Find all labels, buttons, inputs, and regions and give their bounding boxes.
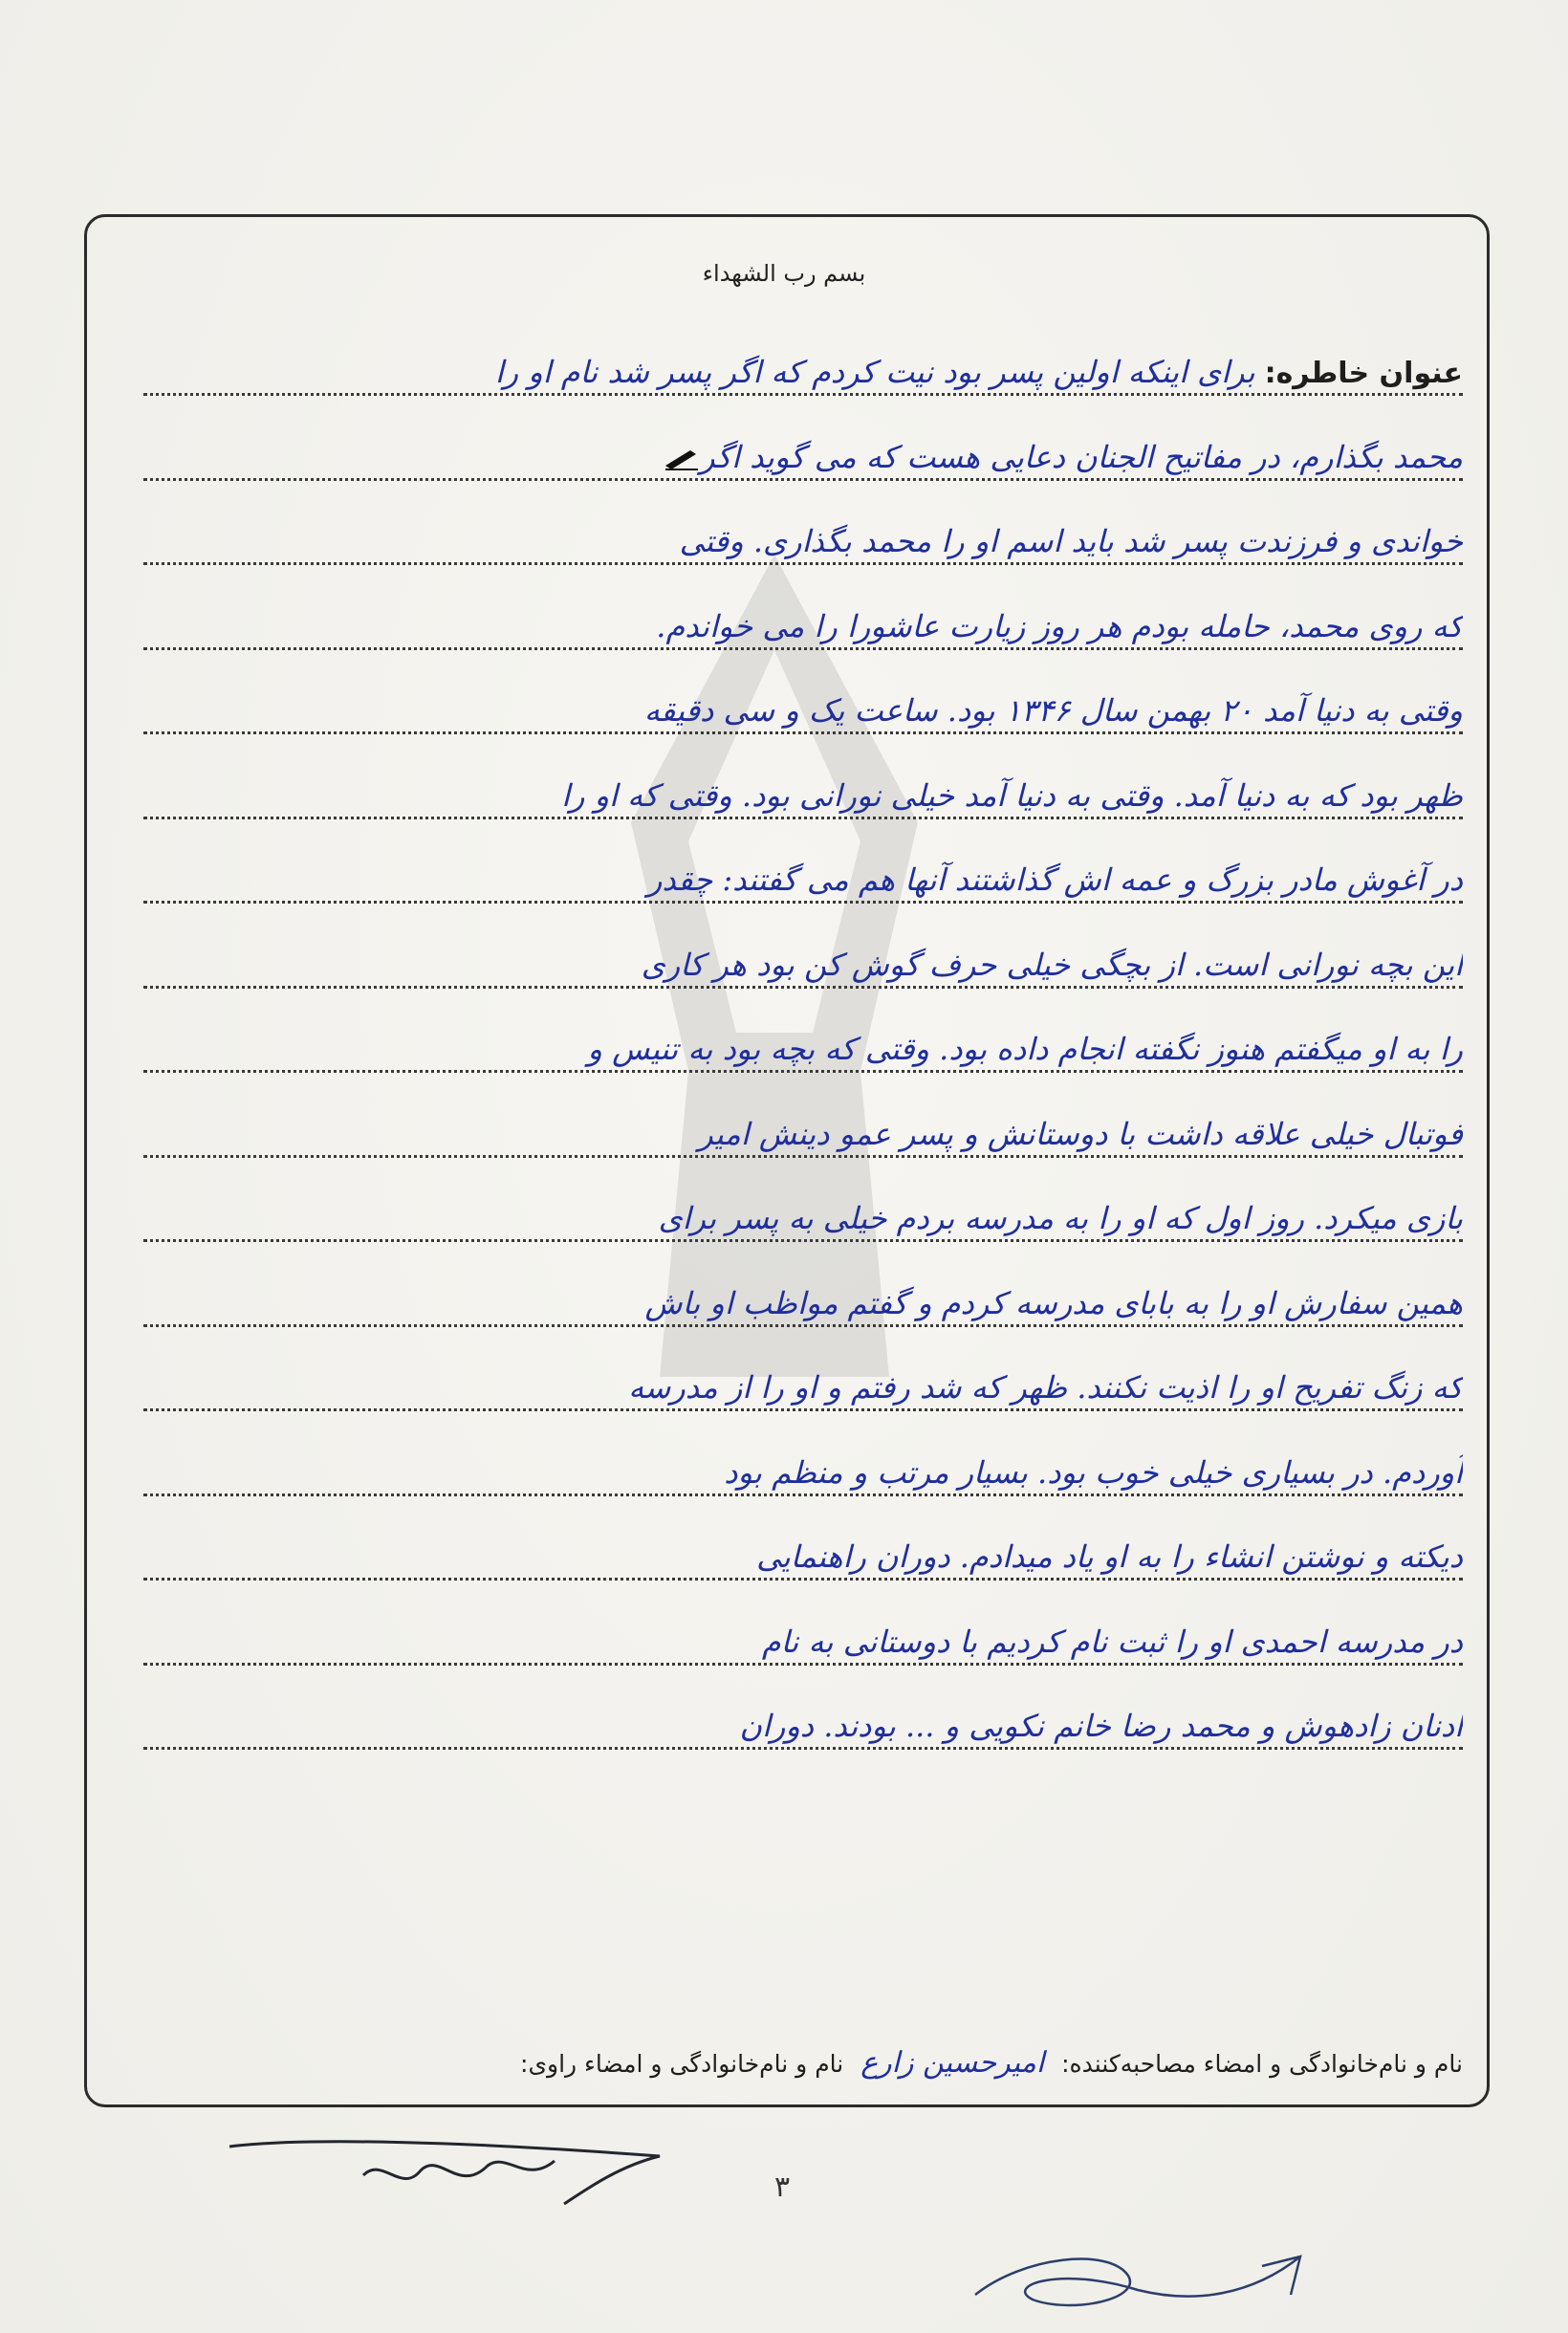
dotted-rule	[143, 1663, 1463, 1666]
pen-mark-icon	[662, 445, 700, 473]
handwritten-text	[143, 354, 1463, 390]
memoir-line	[143, 758, 1463, 825]
memoir-line-text: آوردم. در بسیاری خیلی خوب بود. بسیار مرتب و منظم بود	[724, 1453, 1463, 1491]
memoir-line	[143, 1519, 1463, 1586]
memoir-line-text: ادنان زادهوش و محمد رضا خانم نکویی و ... بودند. دوران	[739, 1708, 1463, 1744]
dotted-rule	[143, 817, 1463, 819]
memoir-line	[143, 1689, 1463, 1755]
memoir-line-text: که روی محمد، حامله بودم هر روز زیارت عاشورا را می خواندم.	[656, 607, 1463, 644]
handwritten-text	[143, 1116, 1463, 1152]
memoir-line-text: خواندی و فرزندت پسر شد باید اسم او را محمد بگذاری. وقتی	[679, 523, 1463, 559]
handwritten-text	[143, 1708, 1463, 1744]
narrator-label: نام و نام‌خانوادگی و امضاء راوی:	[520, 2050, 844, 2078]
memoir-line	[143, 335, 1463, 402]
dotted-rule	[143, 1324, 1463, 1327]
dotted-rule	[143, 1239, 1463, 1242]
handwritten-text	[143, 777, 1463, 814]
memoir-line	[143, 1181, 1463, 1248]
dotted-rule	[143, 1578, 1463, 1581]
narrator-signature-icon	[220, 2127, 679, 2213]
footer-signature-line	[520, 2046, 1463, 2080]
dotted-rule	[143, 647, 1463, 650]
dotted-rule	[143, 1747, 1463, 1750]
memoir-line	[143, 1097, 1463, 1164]
memoir-line	[143, 1350, 1463, 1417]
dotted-rule	[143, 1155, 1463, 1158]
memoir-line-text: دیکته و نوشتن انشاء را به او یاد میدادم. دوران راهنمایی	[756, 1538, 1463, 1575]
handwritten-text	[143, 1538, 1463, 1575]
memoir-line-text: در آغوش مادر بزرگ و عمه اش گذاشتند آنها هم می گفتند: چقدر	[646, 861, 1463, 898]
handwritten-text	[143, 1285, 1463, 1321]
memoir-title-label: عنوان خاطره:	[1264, 357, 1463, 390]
secondary-signature-icon	[947, 2199, 1310, 2333]
memoir-line-text: که زنگ تفریح او را اذیت نکنند. ظهر که شد رفتم و او را از مدرسه	[628, 1369, 1463, 1406]
memoir-line-text: این بچه نورانی است. از بچگی خیلی حرف گوش کن بود هر کاری	[641, 946, 1463, 983]
memoir-line	[143, 1266, 1463, 1333]
dotted-rule	[143, 562, 1463, 565]
header-title: بسم رب الشهداء	[702, 260, 866, 287]
memoir-line	[143, 1435, 1463, 1502]
handwritten-text	[143, 523, 1463, 559]
memoir-line-text: وقتی به دنیا آمد ۲۰ بهمن سال ۱۳۴۶ بود. ساعت یک و سی دقیقه	[643, 692, 1463, 729]
memoir-line-text: همین سفارش او را به بابای مدرسه کردم و گفتم مواظب او باش	[644, 1284, 1463, 1321]
memoir-line-text: ظهر بود که به دنیا آمد. وقتی به دنیا آمد خیلی نورانی بود. وقتی که او را	[561, 776, 1463, 814]
memoir-line-text: در مدرسه احمدی او را ثبت نام کردیم با دوستانی به نام	[761, 1623, 1463, 1660]
handwritten-text	[143, 1454, 1463, 1491]
handwritten-text	[143, 861, 1463, 898]
dotted-rule	[143, 986, 1463, 989]
memoir-line	[143, 504, 1463, 571]
memoir-line	[143, 673, 1463, 740]
handwritten-text	[143, 1031, 1463, 1067]
handwritten-text	[143, 947, 1463, 983]
memoir-line-text: محمد بگذارم، در مفاتیح الجنان دعایی هست که می گوید اگر	[700, 438, 1463, 475]
memoir-line-text: را به او میگفتم هنوز نگفته انجام داده بود. وقتی که بچه بود به تنیس و	[587, 1031, 1463, 1067]
handwritten-text	[143, 692, 1463, 729]
memoir-line	[143, 420, 1463, 487]
dotted-rule	[143, 731, 1463, 734]
page-number: ۳	[774, 2170, 791, 2204]
handwritten-text	[143, 439, 1463, 475]
memoir-line	[143, 927, 1463, 994]
handwritten-text	[143, 1624, 1463, 1660]
dotted-rule	[143, 901, 1463, 904]
dotted-rule	[143, 393, 1463, 396]
memoir-line-text: بازی میکرد. روز اول که او را به مدرسه بردم خیلی به پسر برای	[658, 1200, 1463, 1236]
memoir-line	[143, 1012, 1463, 1079]
memoir-line	[143, 1604, 1463, 1671]
handwritten-text	[143, 1369, 1463, 1406]
interviewer-label: نام و نام‌خانوادگی و امضاء مصاحبه‌کننده:	[1061, 2050, 1463, 2078]
interviewer-name: امیرحسین زارع	[860, 2046, 1045, 2080]
dotted-rule	[143, 478, 1463, 481]
handwritten-text	[143, 608, 1463, 644]
dotted-rule	[143, 1070, 1463, 1073]
memoir-line	[143, 842, 1463, 909]
dotted-rule	[143, 1408, 1463, 1411]
memoir-line	[143, 589, 1463, 656]
memoir-line-text: برای اینکه اولین پسر بود نیت کردم که اگر پسر شد نام او را	[494, 354, 1255, 390]
handwritten-text	[143, 1200, 1463, 1236]
memoir-line-text: فوتبال خیلی علاقه داشت با دوستانش و پسر عمو دینش امیر	[698, 1115, 1463, 1152]
dotted-rule	[143, 1494, 1463, 1496]
